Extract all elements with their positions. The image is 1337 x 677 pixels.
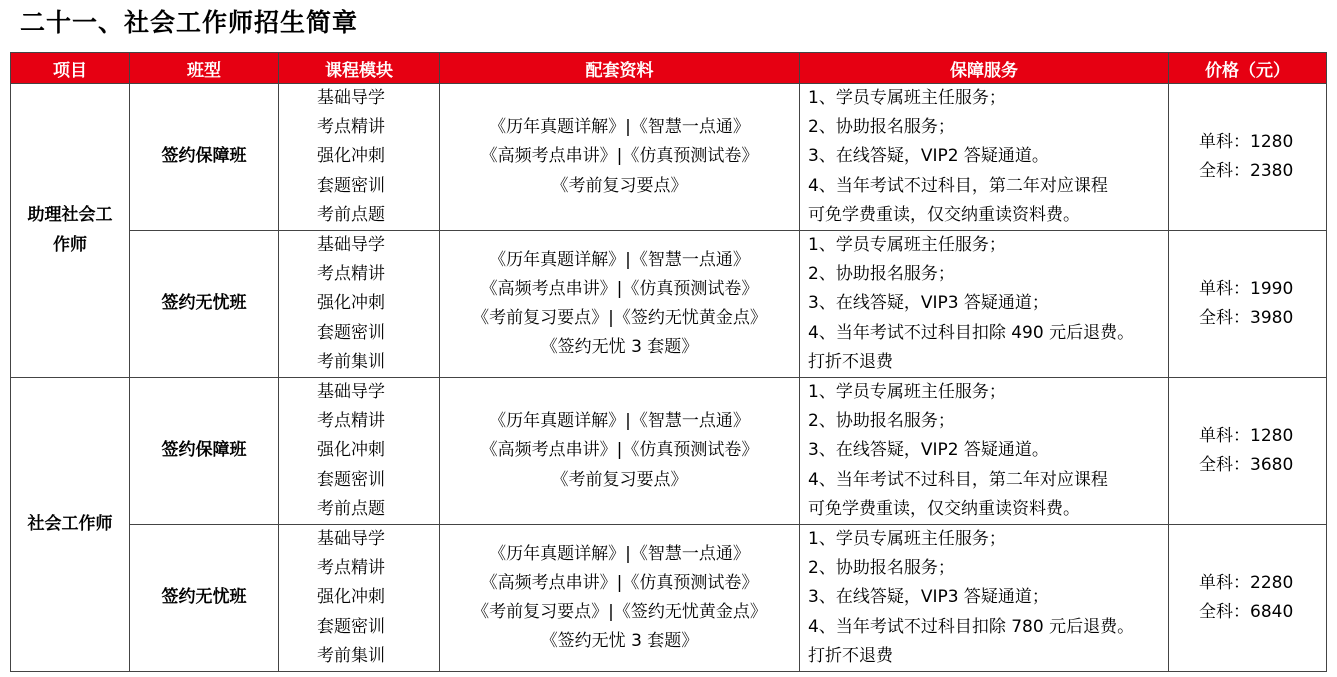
module-item: 基础导学 (317, 382, 385, 403)
header-class-type: 班型 (130, 53, 279, 84)
class-type-cell (130, 84, 279, 231)
material-line: 《考前复习要点》|《签约无忧黄金点》 (472, 602, 767, 623)
material-line: 《历年真题详解》|《智慧一点通》 (489, 249, 750, 270)
price-cell (1169, 525, 1327, 672)
header-project: 项目 (11, 53, 130, 84)
services-cell (800, 84, 1169, 231)
services-cell (800, 231, 1169, 378)
price-cell (1169, 84, 1327, 231)
service-line: 4、当年考试不过科目，第二年对应课程 (808, 175, 1108, 196)
material-line: 《签约无忧 3 套题》 (540, 337, 699, 358)
service-line: 2、协助报名服务； (808, 411, 955, 432)
class-type-cell (130, 525, 279, 672)
materials-cell (440, 84, 800, 231)
module-item: 套题密训 (317, 175, 385, 196)
materials-cell (440, 525, 800, 672)
modules-cell (279, 84, 440, 231)
service-line: 打折不退费 (808, 351, 893, 372)
service-line: 1、学员专属班主任服务； (808, 382, 1006, 403)
modules-cell (279, 525, 440, 672)
service-line: 3、在线答疑，VIP2 答疑通道。 (808, 146, 1049, 167)
material-line: 《考前复习要点》 (551, 469, 688, 490)
service-line: 2、协助报名服务； (808, 264, 955, 285)
table-row (11, 378, 1327, 525)
module-item: 套题密训 (317, 469, 385, 490)
material-line: 《签约无忧 3 套题》 (540, 631, 699, 652)
material-line: 《高频考点串讲》|《仿真预测试卷》 (480, 146, 759, 167)
materials-cell (440, 231, 800, 378)
module-item: 考点精讲 (317, 117, 385, 138)
material-line: 《考前复习要点》 (551, 175, 688, 196)
material-line: 《高频考点串讲》|《仿真预测试卷》 (480, 278, 759, 299)
module-item: 考前点题 (317, 498, 385, 519)
price-single: 单科：1280 (1199, 131, 1294, 152)
module-item: 考点精讲 (317, 411, 385, 432)
material-line: 《历年真题详解》|《智慧一点通》 (489, 543, 750, 564)
class-type-label: 签约保障班 (161, 146, 247, 167)
module-item: 套题密训 (317, 322, 385, 343)
price-full: 全科：6840 (1199, 602, 1294, 623)
price-single: 单科：2280 (1199, 572, 1294, 593)
service-line: 3、在线答疑，VIP2 答疑通道。 (808, 440, 1049, 461)
module-item: 考点精讲 (317, 558, 385, 579)
module-item: 考前点题 (317, 204, 385, 225)
material-line: 《高频考点串讲》|《仿真预测试卷》 (480, 440, 759, 461)
module-item: 强化冲刺 (317, 587, 385, 608)
module-item: 考前集训 (317, 351, 385, 372)
header-price: 价格（元） (1169, 53, 1327, 84)
project-cell (11, 84, 130, 378)
module-item: 强化冲刺 (317, 146, 385, 167)
service-line: 2、协助报名服务； (808, 558, 955, 579)
material-line: 《历年真题详解》|《智慧一点通》 (489, 117, 750, 138)
module-item: 考前集训 (317, 645, 385, 666)
material-line: 《高频考点串讲》|《仿真预测试卷》 (480, 572, 759, 593)
price-single: 单科：1990 (1199, 278, 1294, 299)
modules-cell (279, 231, 440, 378)
class-type-label: 签约无忧班 (161, 587, 247, 608)
service-line: 4、当年考试不过科目，第二年对应课程 (808, 469, 1108, 490)
project-name-line: 作师 (53, 234, 87, 255)
material-line: 《历年真题详解》|《智慧一点通》 (489, 411, 750, 432)
table-row (11, 231, 1327, 378)
class-type-cell (130, 231, 279, 378)
page-title: 二十一、社会工作师招生简章 (20, 8, 359, 37)
module-item: 基础导学 (317, 88, 385, 108)
table-row (11, 84, 1327, 231)
service-line: 1、学员专属班主任服务； (808, 88, 1006, 108)
module-item: 基础导学 (317, 235, 385, 256)
service-line: 4、当年考试不过科目扣除 490 元后退费。 (808, 322, 1135, 343)
services-cell (800, 378, 1169, 525)
service-line: 可免学费重读，仅交纳重读资料费。 (808, 204, 1080, 225)
header-materials: 配套资料 (440, 53, 800, 84)
materials-cell (440, 378, 800, 525)
class-type-label: 签约保障班 (161, 440, 247, 461)
table-header-row (11, 53, 1327, 84)
service-line: 2、协助报名服务； (808, 117, 955, 138)
price-cell (1169, 378, 1327, 525)
module-item: 强化冲刺 (317, 293, 385, 314)
table-row (11, 525, 1327, 672)
material-line: 《考前复习要点》|《签约无忧黄金点》 (472, 308, 767, 329)
header-services: 保障服务 (800, 53, 1169, 84)
service-line: 1、学员专属班主任服务； (808, 235, 1006, 256)
class-type-label: 签约无忧班 (161, 293, 247, 314)
class-type-cell (130, 378, 279, 525)
price-full: 全科：2380 (1199, 161, 1294, 181)
price-cell (1169, 231, 1327, 378)
project-name-line: 助理社会工 (27, 205, 113, 226)
module-item: 套题密训 (317, 616, 385, 637)
services-cell (800, 525, 1169, 672)
price-full: 全科：3680 (1199, 455, 1294, 476)
service-line: 3、在线答疑，VIP3 答疑通道； (808, 293, 1049, 314)
service-line: 可免学费重读，仅交纳重读资料费。 (808, 498, 1080, 519)
enrollment-table (10, 52, 1327, 672)
header-course-modules: 课程模块 (279, 53, 440, 84)
price-single: 单科：1280 (1199, 425, 1294, 446)
service-line: 1、学员专属班主任服务； (808, 529, 1006, 550)
modules-cell (279, 378, 440, 525)
service-line: 3、在线答疑，VIP3 答疑通道； (808, 587, 1049, 608)
price-full: 全科：3980 (1199, 308, 1294, 329)
project-name-line: 社会工作师 (27, 513, 113, 534)
project-cell (11, 378, 130, 672)
module-item: 基础导学 (317, 529, 385, 550)
service-line: 打折不退费 (808, 645, 893, 666)
module-item: 强化冲刺 (317, 440, 385, 461)
module-item: 考点精讲 (317, 264, 385, 285)
service-line: 4、当年考试不过科目扣除 780 元后退费。 (808, 616, 1135, 637)
